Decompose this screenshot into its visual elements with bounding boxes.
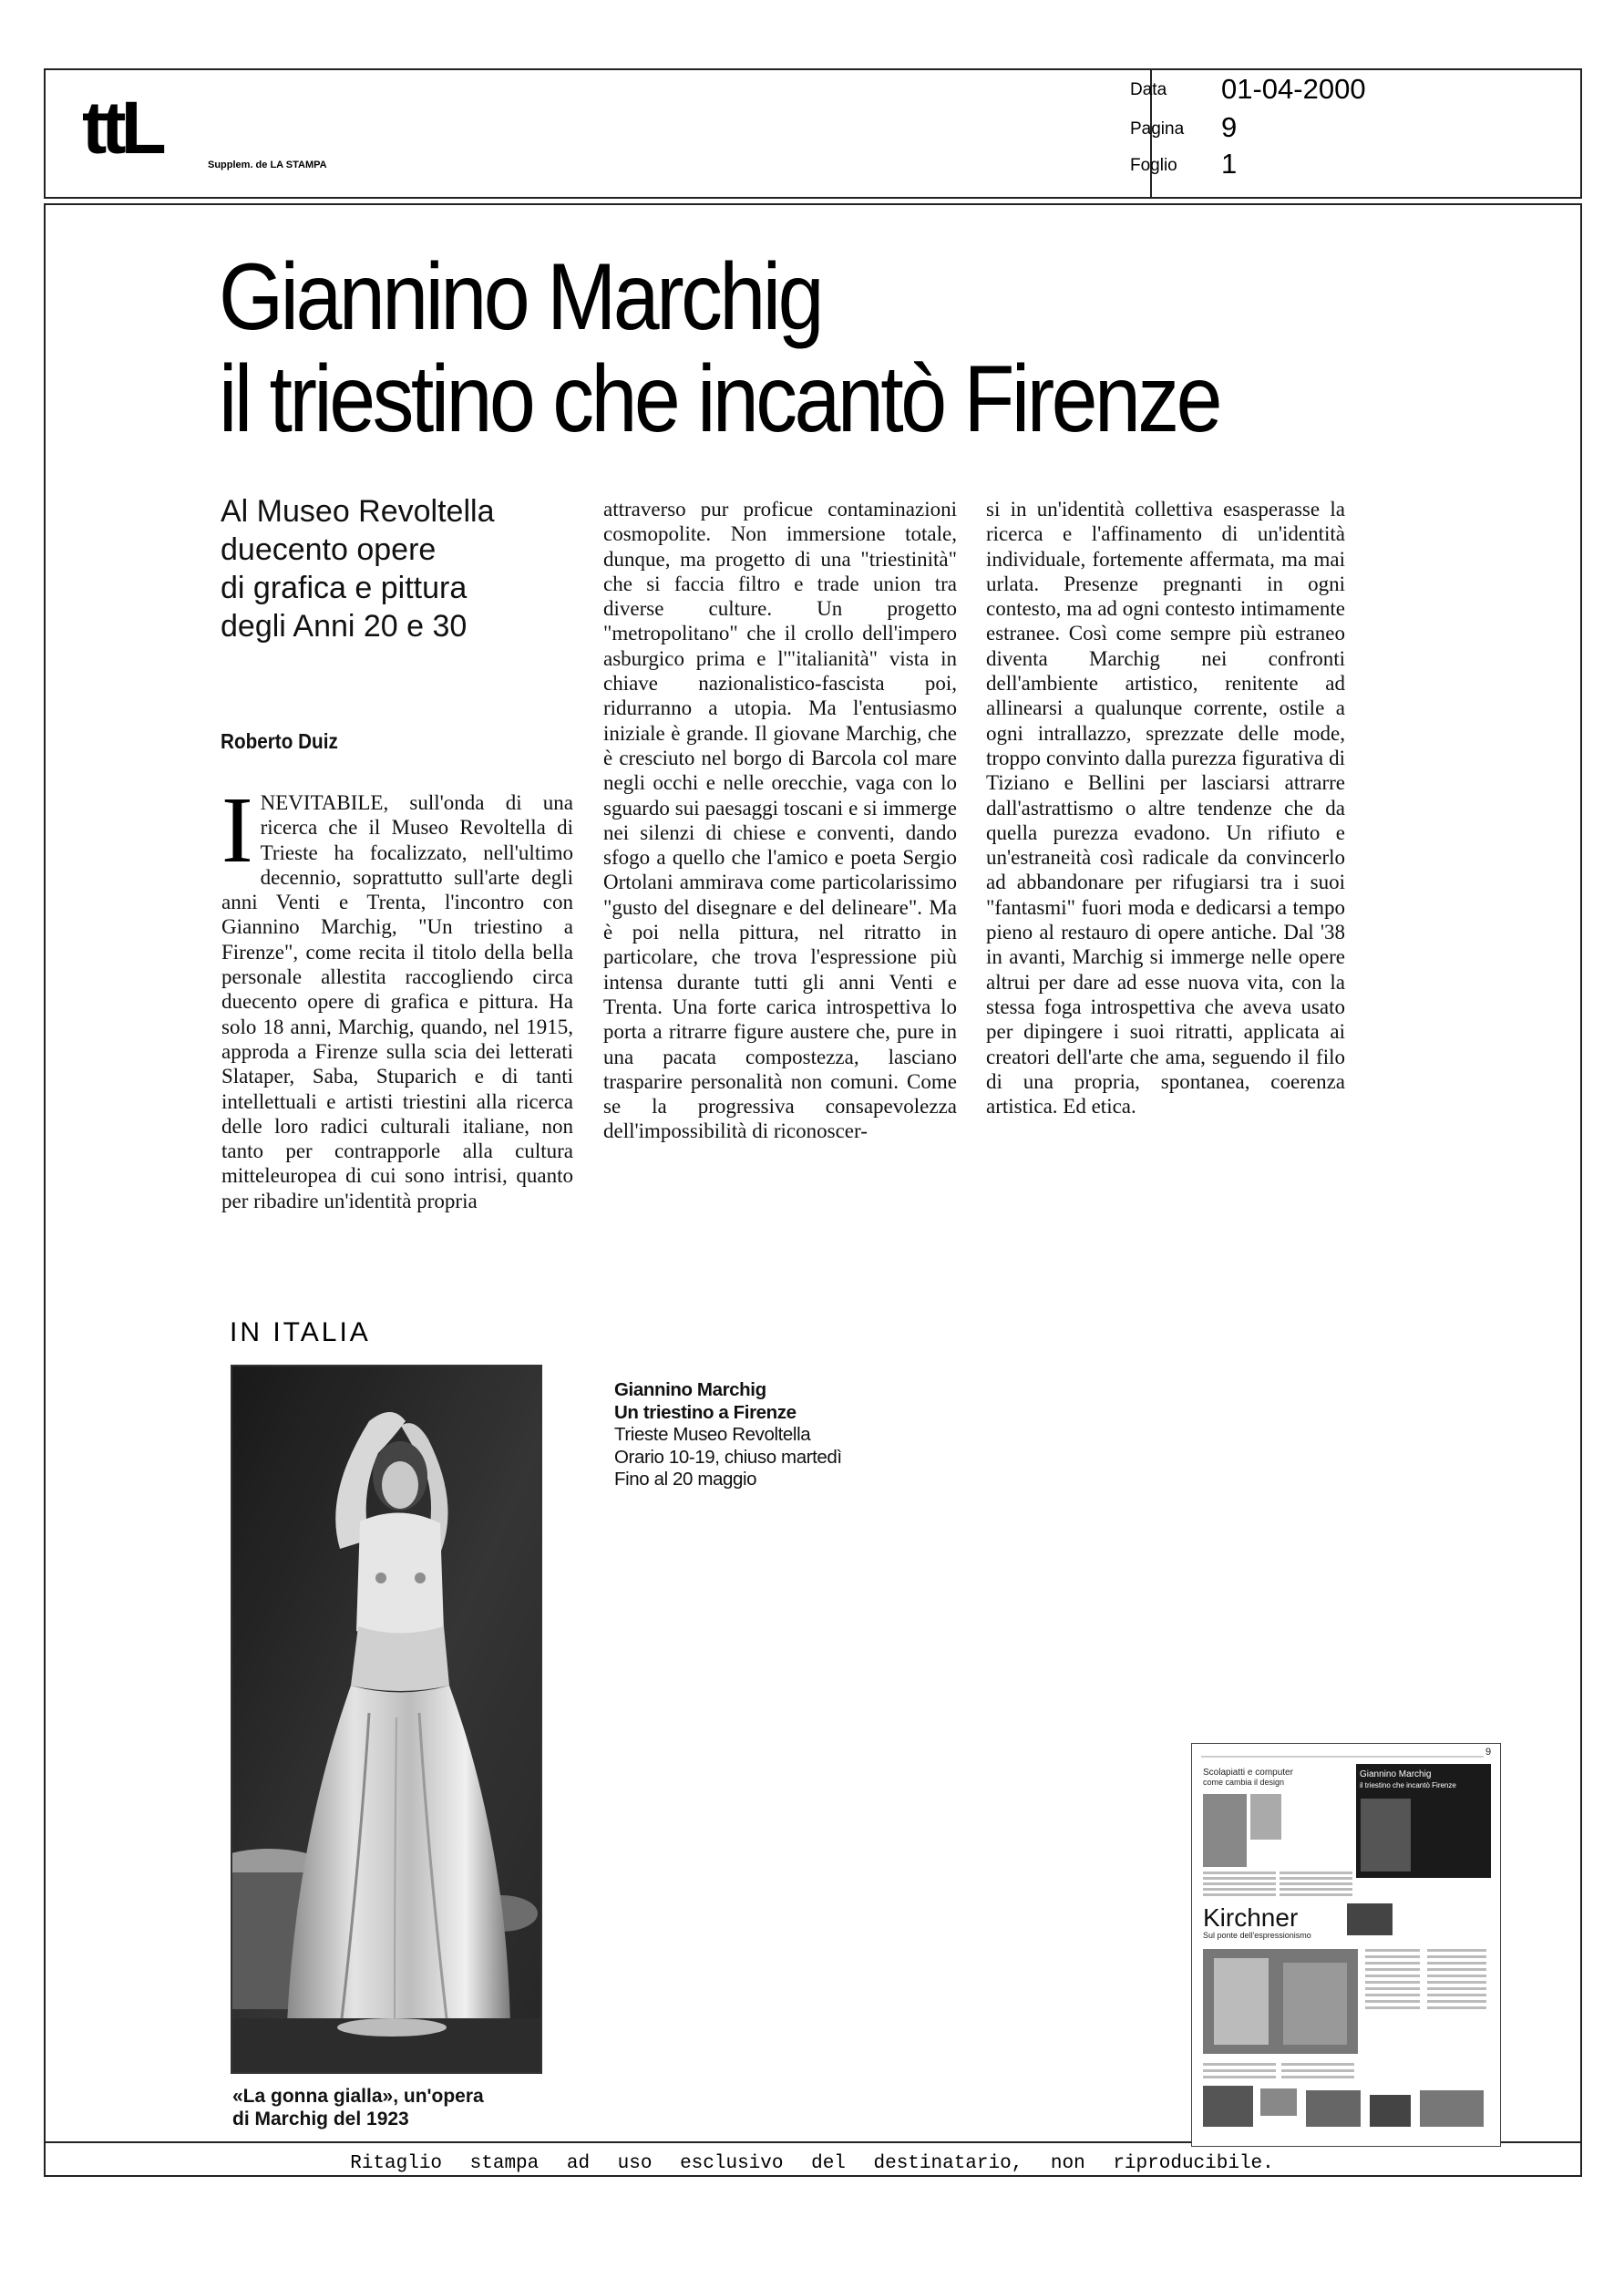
subtitle [221,492,549,645]
info-subtitle: Un triestino a Firenze [614,1401,797,1423]
info-title: Giannino Marchig [614,1379,766,1400]
author-byline: Roberto Duiz [221,729,338,753]
thumb-story3-title: Kirchner [1203,1903,1299,1932]
headline [219,246,1261,450]
headline-line-1: Giannino Marchig [219,244,821,350]
thumb-story1-sub: come cambia il design [1203,1778,1285,1787]
subtitle-line: degli Anni 20 e 30 [221,609,468,644]
exhibition-info [614,1379,842,1491]
date-value: 01-04-2000 [1221,73,1366,105]
footer-disclaimer: Ritaglio stampa ad uso esclusivo del destinatario, non riproducibile. [350,2153,1274,2174]
thumb-story2-sub: il triestino che incantò Firenze [1360,1781,1456,1789]
info-hours: Orario 10-19, chiuso martedì [614,1446,842,1468]
article-column-3: si in un'identità collettiva esasperasse la ricerca e l'affinamento di un'identità individuale, fortemente affermata, ma mai urlata. Presenze pregnanti in ogni contesto, ma ad ogni contesto intimamente estranee. Così come sempre più estraneo diventa Marchig nei confronti dell'ambiente artistico, renitente ad allinearsi a qualunque corrente, ostile a ogni intrallazzo, sprezzate delle mode, troppo convinto dalla purezza figurativa di Tiziano e Bellini per lasciarsi attrarre dall'astrattismo o altre tendenze che da quella purezza evadono. Un rifiuto e un'estraneità così radicale da convincerlo ad abbandonare per rifugiarsi tra i suoi "fantasmi" fuori moda e dedicarsi a tempo pieno al restauro di opere antiche. Dal '38 in avanti, Marchig si immerge nelle opere altrui per dare ad esse nuova vita, con la stessa foga introspettiva che aveva usato per dipingere i suoi ritratti, applicata ai creatori dell'arte che ama, seguendo il filo di una propria, spontanea, coerenza artistica. Ed etica. [986,498,1345,1119]
thumb-story3-sub: Sul ponte dell'espressionismo [1203,1931,1311,1940]
thumbnail-layout [1192,1744,1499,2145]
caption-line-2: di Marchig del 1923 [232,2109,409,2129]
info-until: Fino al 20 maggio [614,1469,757,1490]
caption-line-1: «La gonna gialla», un'opera [232,2086,484,2107]
thumb-story1-title: Scolapiatti e computer [1203,1768,1293,1778]
subtitle-line: Al Museo Revoltella [221,494,495,529]
painting-photo [231,1365,542,2074]
page-label: Pagina [1130,119,1185,139]
section-label: IN ITALIA [230,1317,371,1347]
painting-illustration [232,1366,540,2072]
date-label: Data [1130,80,1167,99]
thumb-page-number: 9 [1485,1747,1492,1758]
page-thumbnail [1191,1743,1501,2147]
sheet-label: Foglio [1130,156,1177,175]
subtitle-line: duecento opere [221,532,437,567]
thumb-story2-title: Giannino Marchig [1360,1769,1432,1779]
drop-cap: I [221,778,253,882]
article-column-2: attraverso pur proficue contaminazioni cosmopolite. Non immersione totale, dunque, ma progetto di una "triestinità" che si faccia filtro e trade union tra diverse culture. Un progetto "metropolitano" che il crollo dell'impero asburgico prima e l'"italianità" vista in chiave nazionalistico-fascista poi, ridurranno a utopia. Ma l'entusiasmo iniziale è grande. Il giovane Marchig, che è cresciuto nel borgo di Barcola col mare negli occhi e nelle orecchie, vaga con lo sguardo sui paesaggi toscani e si immerge nei silenzi di chiese e conventi, dando sfogo a quello che l'amico e poeta Sergio Ortolani ammirava come particolarissimo "gusto del disegnare e del delineare". Ma è poi nella pittura, nel ritratto in particolare, che trova l'espressione più intensa durante tutti gli anni Venti e Trenta. Una forte carica introspettiva lo porta a ritrarre figure austere che, pure in una pacata compostezza, lasciano trasparire personalità non comuni. Come se la progressiva consapevolezza dell'impossibilità di riconoscer- [603,498,957,1143]
info-venue: Trieste Museo Revoltella [614,1424,811,1445]
page-value: 9 [1221,111,1238,143]
photo-caption [232,2085,533,2130]
supplement-label: Supplem. de LA STAMPA [208,160,327,170]
ttl-logo: ttL [82,87,161,170]
column-1-text: NEVITABILE, sull'onda di una ricerca che il Museo Revoltella di Trieste ha focalizzato, nell'ultimo decennio, soprattutto sull'arte degli anni Venti e Trenta, l'incontro con Giannino Marchig, "Un triestino a Firenze", come recita il titolo della bella personale allestita raccogliendo circa duecento opere di grafica e pittura. Ha solo 18 anni, Marchig, quando, nel 1915, approda a Firenze sulla scia dei letterati Slataper, Saba, Stuparich e di tanti intellettuali e artisti triestini alla ricerca delle loro radici culturali italiane, non tanto per contrapporle alla cultura mitteleuropea di cui sono intrisi, quanto per ribadire un'identità propria [221,791,573,1212]
sheet-value: 1 [1221,148,1238,180]
subtitle-line: di grafica e pittura [221,571,468,605]
article-column-1 [221,778,573,1213]
headline-line-2: il triestino che incantò Firenze [219,346,1220,452]
